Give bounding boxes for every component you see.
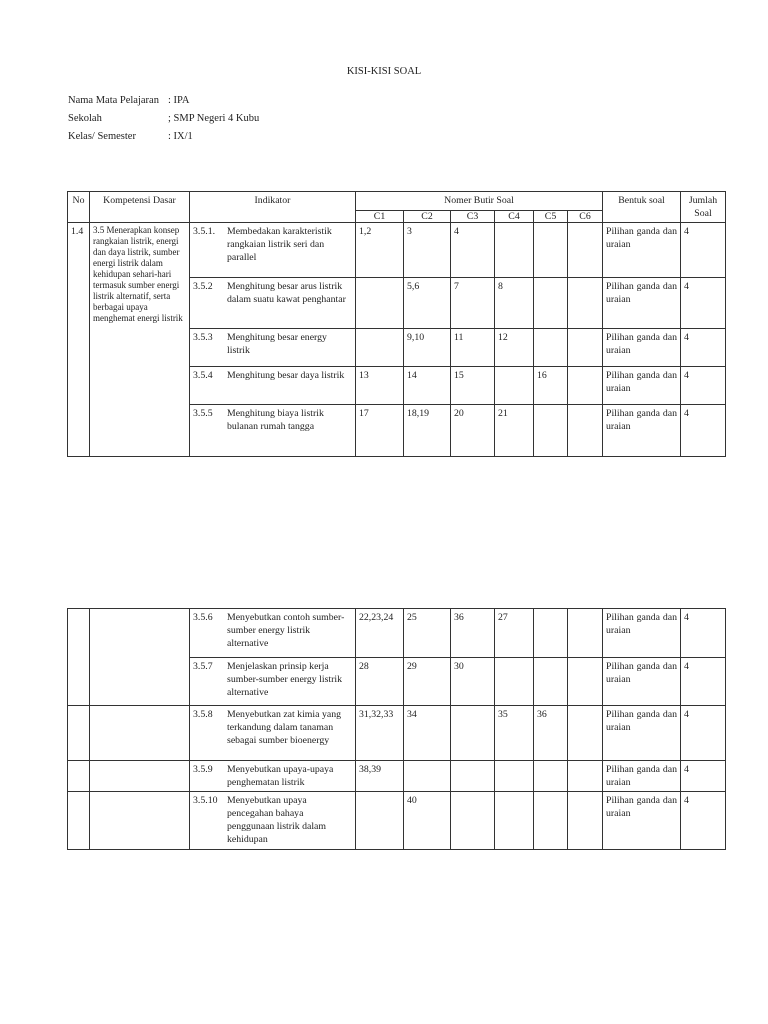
indikator bbox=[193, 369, 352, 382]
butir-cell bbox=[534, 761, 568, 792]
meta-value: : IPA bbox=[168, 95, 190, 106]
butir-cell: 14 bbox=[404, 367, 451, 405]
jumlah-cell: 4 bbox=[681, 761, 726, 792]
header-level: C1 bbox=[356, 210, 404, 222]
butir-cell bbox=[451, 792, 495, 850]
indikator-text: Menjelaskan prinsip kerja sumber-sumber energy listrik alternative bbox=[227, 661, 342, 698]
indikator-cell bbox=[190, 278, 356, 329]
bentuk-cell: Pilihan ganda dan uraian bbox=[603, 761, 681, 792]
butir-cell: 1,2 bbox=[356, 223, 404, 278]
bentuk-cell: Pilihan ganda dan uraian bbox=[603, 658, 681, 706]
indikator-text: Menyebutkan contoh sumber-sumber energy listrik alternative bbox=[227, 612, 345, 649]
kisi-table-page2 bbox=[67, 608, 726, 850]
kd-cell bbox=[90, 706, 190, 761]
butir-cell bbox=[451, 706, 495, 761]
butir-cell bbox=[534, 329, 568, 367]
butir-cell bbox=[534, 405, 568, 457]
no-cell bbox=[68, 609, 90, 706]
jumlah-cell: 4 bbox=[681, 792, 726, 850]
butir-cell: 30 bbox=[451, 658, 495, 706]
indikator bbox=[193, 763, 352, 789]
jumlah-cell: 4 bbox=[681, 706, 726, 761]
bentuk-cell: Pilihan ganda dan uraian bbox=[603, 278, 681, 329]
butir-cell: 22,23,24 bbox=[356, 609, 404, 658]
jumlah-cell: 4 bbox=[681, 609, 726, 658]
header-jumlah: Jumlah Soal bbox=[681, 192, 726, 223]
jumlah-cell: 4 bbox=[681, 658, 726, 706]
butir-cell: 40 bbox=[404, 792, 451, 850]
meta-value: : IX/1 bbox=[168, 131, 193, 142]
indikator-cell bbox=[190, 761, 356, 792]
indikator bbox=[193, 407, 352, 433]
butir-cell bbox=[534, 609, 568, 658]
butir-cell: 9,10 bbox=[404, 329, 451, 367]
indikator bbox=[193, 708, 352, 747]
header-level: C3 bbox=[451, 210, 495, 222]
indikator bbox=[193, 280, 352, 306]
butir-cell: 21 bbox=[495, 405, 534, 457]
no-cell bbox=[68, 706, 90, 761]
butir-cell: 15 bbox=[451, 367, 495, 405]
butir-cell bbox=[534, 223, 568, 278]
kd-cell bbox=[90, 609, 190, 706]
indikator-cell bbox=[190, 405, 356, 457]
indikator-text: Menyebutkan upaya pencegahan bahaya penggunaan listrik dalam kehidupan bbox=[227, 795, 327, 845]
butir-cell bbox=[356, 792, 404, 850]
header-level: C2 bbox=[404, 210, 451, 222]
indikator bbox=[193, 794, 352, 846]
header-bentuk: Bentuk soal bbox=[603, 192, 681, 223]
indikator-code: 3.5.1. bbox=[193, 226, 216, 237]
indikator-text: Menghitung besar daya listrik bbox=[227, 370, 345, 381]
indikator-code: 3.5.7 bbox=[193, 661, 213, 672]
meta-class bbox=[68, 131, 193, 142]
jumlah-cell: 4 bbox=[681, 278, 726, 329]
no-cell: 1.4 bbox=[68, 223, 90, 457]
indikator-code: 3.5.10 bbox=[193, 795, 218, 806]
butir-cell: 3 bbox=[404, 223, 451, 278]
butir-cell bbox=[568, 223, 603, 278]
butir-cell bbox=[356, 329, 404, 367]
indikator-code: 3.5.8 bbox=[193, 709, 213, 720]
butir-cell bbox=[568, 761, 603, 792]
butir-cell: 7 bbox=[451, 278, 495, 329]
meta-school bbox=[68, 113, 259, 124]
butir-cell bbox=[568, 405, 603, 457]
indikator bbox=[193, 225, 352, 264]
butir-cell: 18,19 bbox=[404, 405, 451, 457]
indikator bbox=[193, 660, 352, 699]
jumlah-cell: 4 bbox=[681, 329, 726, 367]
header-nomer-butir: Nomer Butir Soal bbox=[356, 192, 603, 211]
document-title: KISI-KISI SOAL bbox=[346, 66, 422, 77]
bentuk-cell: Pilihan ganda dan uraian bbox=[603, 367, 681, 405]
bentuk-cell: Pilihan ganda dan uraian bbox=[603, 706, 681, 761]
table-row bbox=[68, 792, 726, 850]
header-level: C4 bbox=[495, 210, 534, 222]
meta-label: Sekolah bbox=[68, 113, 102, 124]
butir-cell bbox=[534, 658, 568, 706]
butir-cell: 25 bbox=[404, 609, 451, 658]
indikator-cell bbox=[190, 367, 356, 405]
indikator-code: 3.5.3 bbox=[193, 332, 213, 343]
butir-cell bbox=[568, 658, 603, 706]
table-row bbox=[68, 706, 726, 761]
bentuk-cell: Pilihan ganda dan uraian bbox=[603, 223, 681, 278]
butir-cell: 29 bbox=[404, 658, 451, 706]
meta-label: Nama Mata Pelajaran bbox=[68, 95, 159, 106]
kd-cell: 3.5 Menerapkan konsep rangkaian listrik, energi dan daya listrik, sumber energi listrik dalam kehidupan sehari-hari termasuk sumber energi listrik alternatif, serta berbagai upaya menghemat energi listrik bbox=[90, 223, 190, 457]
indikator-code: 3.5.4 bbox=[193, 370, 213, 381]
butir-cell: 38,39 bbox=[356, 761, 404, 792]
indikator bbox=[193, 611, 352, 650]
kd-cell bbox=[90, 761, 190, 792]
bentuk-cell: Pilihan ganda dan uraian bbox=[603, 329, 681, 367]
butir-cell bbox=[451, 761, 495, 792]
indikator-code: 3.5.5 bbox=[193, 408, 213, 419]
butir-cell bbox=[404, 761, 451, 792]
jumlah-cell: 4 bbox=[681, 405, 726, 457]
header-no: No bbox=[68, 192, 90, 223]
butir-cell: 27 bbox=[495, 609, 534, 658]
butir-cell: 35 bbox=[495, 706, 534, 761]
meta-value: ; SMP Negeri 4 Kubu bbox=[168, 113, 260, 124]
butir-cell: 20 bbox=[451, 405, 495, 457]
butir-cell bbox=[568, 329, 603, 367]
butir-cell: 36 bbox=[451, 609, 495, 658]
no-cell bbox=[68, 761, 90, 792]
bentuk-cell: Pilihan ganda dan uraian bbox=[603, 405, 681, 457]
butir-cell bbox=[495, 658, 534, 706]
butir-cell bbox=[495, 367, 534, 405]
kd-cell bbox=[90, 792, 190, 850]
indikator-cell bbox=[190, 329, 356, 367]
indikator-text: Membedakan karakteristik rangkaian listrik seri dan parallel bbox=[227, 226, 332, 263]
table-row bbox=[68, 223, 726, 278]
butir-cell bbox=[495, 792, 534, 850]
indikator-code: 3.5.2 bbox=[193, 281, 213, 292]
header-level: C6 bbox=[568, 210, 603, 222]
indikator-code: 3.5.9 bbox=[193, 764, 213, 775]
header-indikator: Indikator bbox=[190, 192, 356, 223]
bentuk-cell: Pilihan ganda dan uraian bbox=[603, 792, 681, 850]
butir-cell: 16 bbox=[534, 367, 568, 405]
butir-cell: 28 bbox=[356, 658, 404, 706]
butir-cell bbox=[356, 278, 404, 329]
bentuk-cell: Pilihan ganda dan uraian bbox=[603, 609, 681, 658]
jumlah-cell: 4 bbox=[681, 367, 726, 405]
butir-cell bbox=[534, 792, 568, 850]
butir-cell bbox=[568, 609, 603, 658]
indikator-text: Menghitung biaya listrik bulanan rumah tangga bbox=[227, 408, 324, 432]
butir-cell: 13 bbox=[356, 367, 404, 405]
butir-cell: 4 bbox=[451, 223, 495, 278]
indikator-text: Menyebutkan zat kimia yang terkandung dalam tanaman sebagai sumber bioenergy bbox=[227, 709, 341, 746]
butir-cell: 8 bbox=[495, 278, 534, 329]
meta-subject bbox=[68, 95, 190, 106]
butir-cell: 36 bbox=[534, 706, 568, 761]
indikator bbox=[193, 331, 352, 357]
butir-cell: 5,6 bbox=[404, 278, 451, 329]
butir-cell: 11 bbox=[451, 329, 495, 367]
butir-cell bbox=[568, 706, 603, 761]
indikator-cell bbox=[190, 658, 356, 706]
butir-cell: 34 bbox=[404, 706, 451, 761]
indikator-text: Menghitung besar arus listrik dalam suatu kawat penghantar bbox=[227, 281, 346, 305]
butir-cell: 17 bbox=[356, 405, 404, 457]
butir-cell bbox=[568, 278, 603, 329]
butir-cell bbox=[534, 278, 568, 329]
butir-cell: 31,32,33 bbox=[356, 706, 404, 761]
butir-cell bbox=[568, 792, 603, 850]
kisi-table-page1 bbox=[67, 191, 726, 457]
indikator-cell bbox=[190, 609, 356, 658]
indikator-text: Menyebutkan upaya-upaya penghematan listrik bbox=[227, 764, 334, 788]
meta-label: Kelas/ Semester bbox=[68, 131, 136, 142]
table-row bbox=[68, 761, 726, 792]
header-level: C5 bbox=[534, 210, 568, 222]
jumlah-cell: 4 bbox=[681, 223, 726, 278]
indikator-text: Menghitung besar energy listrik bbox=[227, 332, 327, 356]
indikator-cell bbox=[190, 706, 356, 761]
indikator-code: 3.5.6 bbox=[193, 612, 213, 623]
butir-cell bbox=[568, 367, 603, 405]
butir-cell: 12 bbox=[495, 329, 534, 367]
indikator-cell bbox=[190, 223, 356, 278]
table-row bbox=[68, 609, 726, 658]
header-kd: Kompetensi Dasar bbox=[90, 192, 190, 223]
indikator-cell bbox=[190, 792, 356, 850]
butir-cell bbox=[495, 761, 534, 792]
no-cell bbox=[68, 792, 90, 850]
butir-cell bbox=[495, 223, 534, 278]
